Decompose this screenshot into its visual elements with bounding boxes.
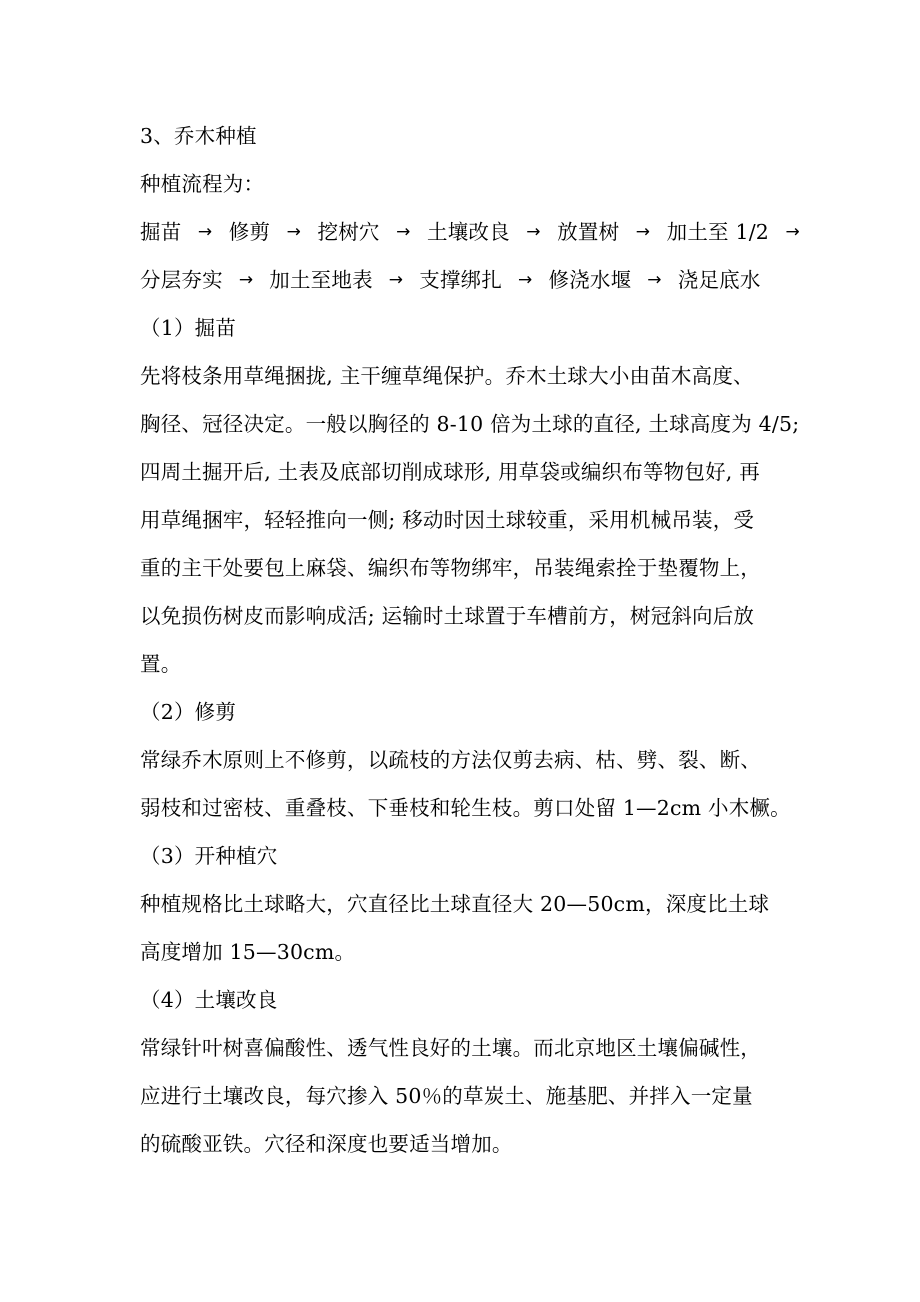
section-heading: （4）土壤改良 bbox=[140, 988, 278, 1012]
paragraph-line: 弱枝和过密枝、重叠枝、下垂枝和轮生枝。剪口处留 1—2cm 小木橛。 bbox=[140, 796, 791, 820]
flow-intro: 种植流程为： bbox=[140, 172, 265, 196]
paragraph-line: 种植规格比土球略大，穴直径比土球直径大 20—50cm，深度比土球 bbox=[140, 892, 770, 916]
paragraph-line: 常绿乔木原则上不修剪，以疏枝的方法仅剪去病、枯、劈、裂、断、 bbox=[140, 748, 761, 772]
flow-step: 掘苗 bbox=[140, 220, 182, 244]
flow-step: 加土至地表 bbox=[269, 268, 373, 292]
paragraph-line: 用草绳捆牢，轻轻推向一侧; 移动时因土球较重，采用机械吊装，受 bbox=[140, 508, 755, 532]
flow-row-1 bbox=[140, 218, 800, 246]
arrow-right-icon: → bbox=[518, 270, 533, 290]
flow-step: 分层夯实 bbox=[140, 268, 223, 292]
flow-step: 支撑绑扎 bbox=[419, 268, 503, 292]
paragraph-line: 以免损伤树皮而影响成活; 运输时土球置于车槽前方，树冠斜向后放 bbox=[140, 604, 755, 628]
arrow-right-icon: → bbox=[396, 222, 411, 242]
arrow-right-icon: → bbox=[526, 222, 541, 242]
arrow-right-icon: → bbox=[635, 222, 651, 242]
flow-step: 放置树 bbox=[557, 220, 620, 244]
arrow-right-icon: → bbox=[785, 222, 800, 242]
paragraph-line: 的硫酸亚铁。穴径和深度也要适当增加。 bbox=[140, 1132, 513, 1156]
paragraph-line: 高度增加 15—30cm。 bbox=[140, 940, 356, 964]
section-heading: （2）修剪 bbox=[140, 700, 237, 724]
flow-step: 挖树穴 bbox=[317, 220, 380, 244]
flow-step: 修剪 bbox=[228, 220, 271, 244]
paragraph-line: 先将枝条用草绳捆拢, 主干缠草绳保护。乔木土球大小由苗木高度、 bbox=[140, 364, 754, 388]
paragraph-line: 重的主干处要包上麻袋、编织布等物绑牢，吊装绳索拴于垫覆物上， bbox=[140, 556, 761, 580]
flow-step: 土壤改良 bbox=[427, 220, 510, 244]
arrow-right-icon: → bbox=[197, 222, 213, 242]
section-heading: （3）开种植穴 bbox=[140, 844, 278, 868]
flow-step: 浇足底水 bbox=[677, 268, 761, 292]
section-heading: （1）掘苗 bbox=[140, 316, 237, 340]
flow-step: 加土至 1/2 bbox=[666, 220, 770, 244]
section-title: 3、乔木种植 bbox=[140, 124, 257, 148]
arrow-right-icon: → bbox=[388, 270, 404, 290]
paragraph-line: 置。 bbox=[140, 652, 182, 676]
arrow-right-icon: → bbox=[238, 270, 254, 290]
flow-row-2 bbox=[140, 266, 800, 294]
paragraph-line: 应进行土壤改良，每穴掺入 50％的草炭土、施基肥、并拌入一定量 bbox=[140, 1084, 753, 1108]
flow-step: 修浇水堰 bbox=[548, 268, 632, 292]
paragraph-line: 四周土掘开后, 土表及底部切削成球形, 用草袋或编织布等物包好, 再 bbox=[140, 460, 760, 484]
paragraph-line: 胸径、冠径决定。一般以胸径的 8-10 倍为土球的直径, 土球高度为 4/5; bbox=[140, 412, 800, 436]
arrow-right-icon: → bbox=[286, 222, 302, 242]
paragraph-line: 常绿针叶树喜偏酸性、透气性良好的土壤。而北京地区土壤偏碱性， bbox=[140, 1036, 761, 1060]
arrow-right-icon: → bbox=[647, 270, 662, 290]
